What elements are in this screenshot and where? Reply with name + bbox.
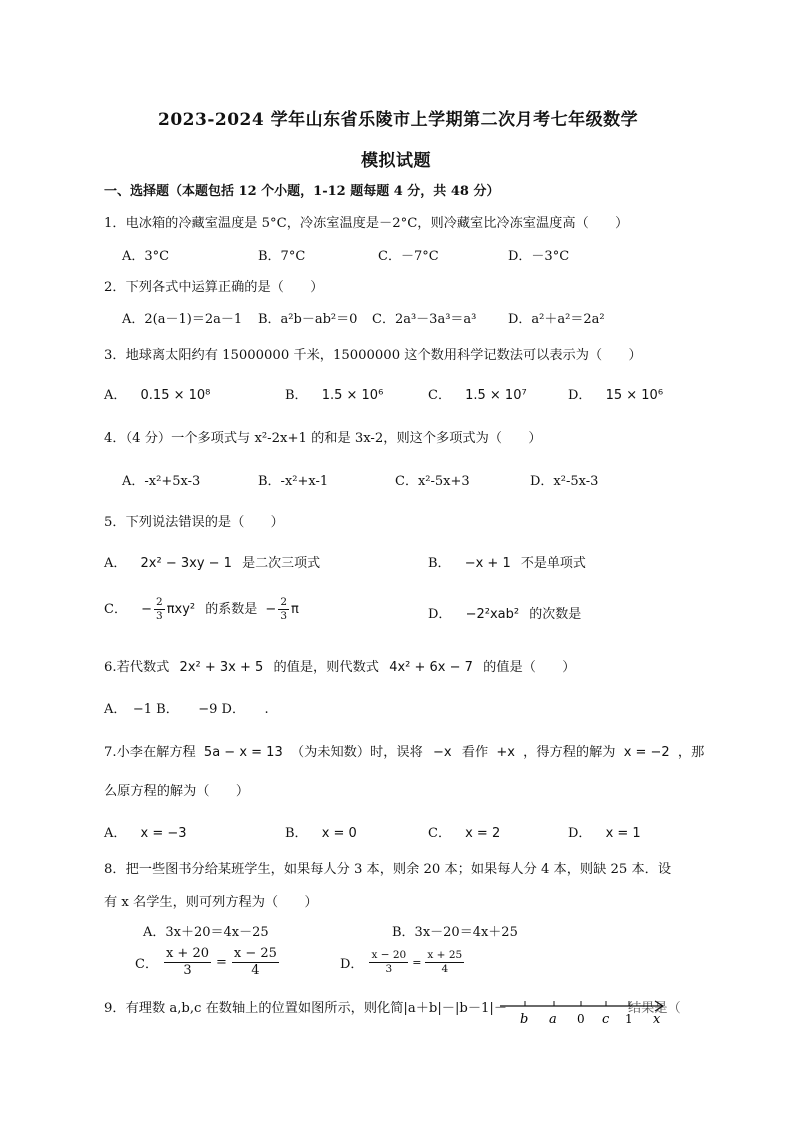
coefficient-fraction <box>154 596 165 623</box>
option-math: 2x² − 3xy − 1 <box>140 556 232 571</box>
question-7-stem-line-1 <box>104 741 704 760</box>
answer-minus: − <box>265 602 277 617</box>
fraction-denominator: 4 <box>251 963 260 978</box>
option-value: x = −3 <box>140 826 187 841</box>
fraction-numerator: 2 <box>156 596 163 608</box>
question-8-stem-line-2: 有 x 名学生，则可列方程为（ ） <box>104 895 318 910</box>
fraction-left <box>369 949 408 976</box>
fraction-numerator: x − 20 <box>371 949 407 961</box>
option-minus: − <box>141 602 152 617</box>
fraction-right <box>425 949 464 976</box>
option-value: x = 0 <box>321 826 357 841</box>
option-value: 1.5 × 10⁷ <box>465 388 527 403</box>
stem-math: 2x² + 3x + 5 <box>179 660 264 675</box>
question-7-option-a <box>104 822 187 841</box>
option-text: 是二次三项式 <box>242 556 321 571</box>
option-label: C． <box>428 826 451 841</box>
question-1-option-c: C．－7°C <box>378 249 439 264</box>
label-one: 1 <box>625 1012 633 1026</box>
option-label: B． <box>285 826 308 841</box>
label-b: b <box>520 1012 529 1027</box>
fraction-denominator: 3 <box>280 610 288 622</box>
label-a: a <box>549 1012 557 1027</box>
question-2-option-c: C．2a³－3a³＝a³ <box>372 312 477 327</box>
option-label: A． <box>104 388 127 403</box>
option-value: 15 × 10⁶ <box>605 388 664 403</box>
stem-math: 4x² + 6x − 7 <box>389 660 473 675</box>
question-8-option-c <box>135 946 281 979</box>
option-label: C． <box>104 602 127 617</box>
question-7-option-c <box>428 822 500 841</box>
option-label: B． <box>428 556 451 571</box>
option-label: A． <box>104 826 127 841</box>
stem-text: 的值是（ ） <box>483 660 576 675</box>
question-8-option-b: B．3x－20＝4x＋25 <box>392 925 518 940</box>
question-1-option-d: D．－3°C <box>508 249 570 264</box>
label-c: c <box>602 1012 610 1027</box>
stem-text: （为未知数）时，误将 <box>290 745 423 760</box>
question-1-option-b: B．7°C <box>258 249 306 264</box>
fraction-numerator: x + 20 <box>165 946 209 961</box>
question-7-option-d <box>568 822 641 841</box>
equals-sign: = <box>215 955 227 970</box>
question-6-options: A． −1 B． −9 D． . <box>104 702 269 717</box>
question-3-option-b <box>285 384 383 403</box>
option-label: B． <box>285 388 308 403</box>
equals-sign: = <box>412 956 422 969</box>
stem-text: ，得方程的解为 <box>523 745 616 760</box>
question-1-option-a: A．3°C <box>122 249 170 264</box>
question-4-option-b: B．-x²+x-1 <box>258 474 329 489</box>
stem-text: ，那 <box>677 745 705 760</box>
question-9-stem-tail: 结果是（ <box>628 1001 681 1016</box>
stem-text: 看作 <box>461 745 489 760</box>
number-line-figure <box>498 999 678 1029</box>
label-x: x <box>653 1012 661 1027</box>
fraction-denominator: 3 <box>385 963 393 975</box>
question-8-stem-line-1: 8．把一些图书分给某班学生，如果每人分 3 本，则余 20 本；如果每人分 4 本，则缺 25 本．设 <box>104 862 672 877</box>
option-math: −2²xab² <box>465 607 520 622</box>
option-math: −x + 1 <box>464 556 511 571</box>
fraction-numerator: 2 <box>280 596 288 608</box>
question-5-option-a <box>104 552 320 571</box>
question-5-option-d <box>428 603 581 622</box>
option-label: C． <box>135 957 158 972</box>
question-3-stem: 3．地球离太阳约有 15000000 千米，15000000 这个数用科学记数法可以表示为（ ） <box>104 348 642 363</box>
question-2-option-a: A．2(a－1)＝2a－1 <box>122 312 243 327</box>
stem-text: 7.小李在解方程 <box>104 745 196 760</box>
option-label: A． <box>104 556 127 571</box>
question-2-option-d: D．a²＋a²＝2a² <box>508 312 605 327</box>
option-value: x = 1 <box>605 826 641 841</box>
stem-text: 的值是，则代数式 <box>273 660 379 675</box>
option-text: 不是单项式 <box>520 556 586 571</box>
question-4-option-a: A．-x²+5x-3 <box>122 474 201 489</box>
option-label: D． <box>340 957 364 972</box>
question-6-stem <box>104 656 575 675</box>
question-2-stem: 2．下列各式中运算正确的是（ ） <box>104 280 324 295</box>
question-7-stem-line-2: 么原方程的解为（ ） <box>104 784 250 799</box>
question-4-option-c: C．x²-5x+3 <box>395 474 470 489</box>
fraction-left <box>164 946 211 979</box>
option-label: D． <box>568 388 592 403</box>
question-4-stem: 4．（4 分）一个多项式与 x²-2x+1 的和是 3x-2，则这个多项式为（ ） <box>104 431 542 446</box>
title-line-1: 2023-2024 学年山东省乐陵市上学期第二次月考七年级数学 <box>158 110 639 130</box>
question-1-stem: 1．电冰箱的冷藏室温度是 5°C，冷冻室温度是－2°C，则冷藏室比冷冻室温度高（ ） <box>104 216 629 231</box>
fraction-numerator: x − 25 <box>233 946 277 961</box>
option-label: D． <box>428 607 452 622</box>
fraction-right <box>232 946 279 979</box>
option-math: πxy² <box>166 602 196 617</box>
question-3-option-a <box>104 384 210 403</box>
fraction-denominator: 3 <box>183 963 192 978</box>
option-label: C． <box>428 388 451 403</box>
stem-math: 5a − x = 13 <box>203 745 283 760</box>
label-zero: 0 <box>577 1012 585 1026</box>
answer-pi: π <box>291 602 299 617</box>
stem-math: +x <box>496 745 515 760</box>
question-8-option-d <box>340 949 466 976</box>
option-label: D． <box>568 826 592 841</box>
question-5-option-c <box>104 596 299 623</box>
option-value: 1.5 × 10⁶ <box>321 388 384 403</box>
stem-math: −x <box>433 745 452 760</box>
question-5-option-b <box>428 552 586 571</box>
question-3-option-d <box>568 384 663 403</box>
fraction-denominator: 3 <box>156 610 163 622</box>
stem-text: 6.若代数式 <box>104 660 170 675</box>
answer-fraction <box>278 596 289 623</box>
option-value: x = 2 <box>465 826 501 841</box>
title-line-2: 模拟试题 <box>361 151 431 171</box>
question-5-stem: 5．下列说法错误的是（ ） <box>104 515 284 530</box>
stem-math: x = −2 <box>623 745 670 760</box>
question-4-option-d: D．x²-5x-3 <box>530 474 599 489</box>
question-9-stem: 9．有理数 a,b,c 在数轴上的位置如图所示，则化简|a＋b|－|b－1|－ <box>104 1001 508 1016</box>
option-text: 的系数是 <box>205 602 258 617</box>
fraction-numerator: x + 25 <box>427 949 463 961</box>
fraction-denominator: 4 <box>441 963 449 975</box>
question-7-option-b <box>285 822 357 841</box>
section-heading: 一、选择题（本题包括 12 个小题，1-12 题每题 4 分，共 48 分） <box>104 184 500 199</box>
question-2-option-b: B．a²b－ab²＝0 <box>258 312 358 327</box>
option-text: 的次数是 <box>529 607 582 622</box>
question-8-option-a: A．3x＋20＝4x－25 <box>143 925 269 940</box>
question-3-option-c <box>428 384 527 403</box>
option-value: 0.15 × 10⁸ <box>140 388 211 403</box>
